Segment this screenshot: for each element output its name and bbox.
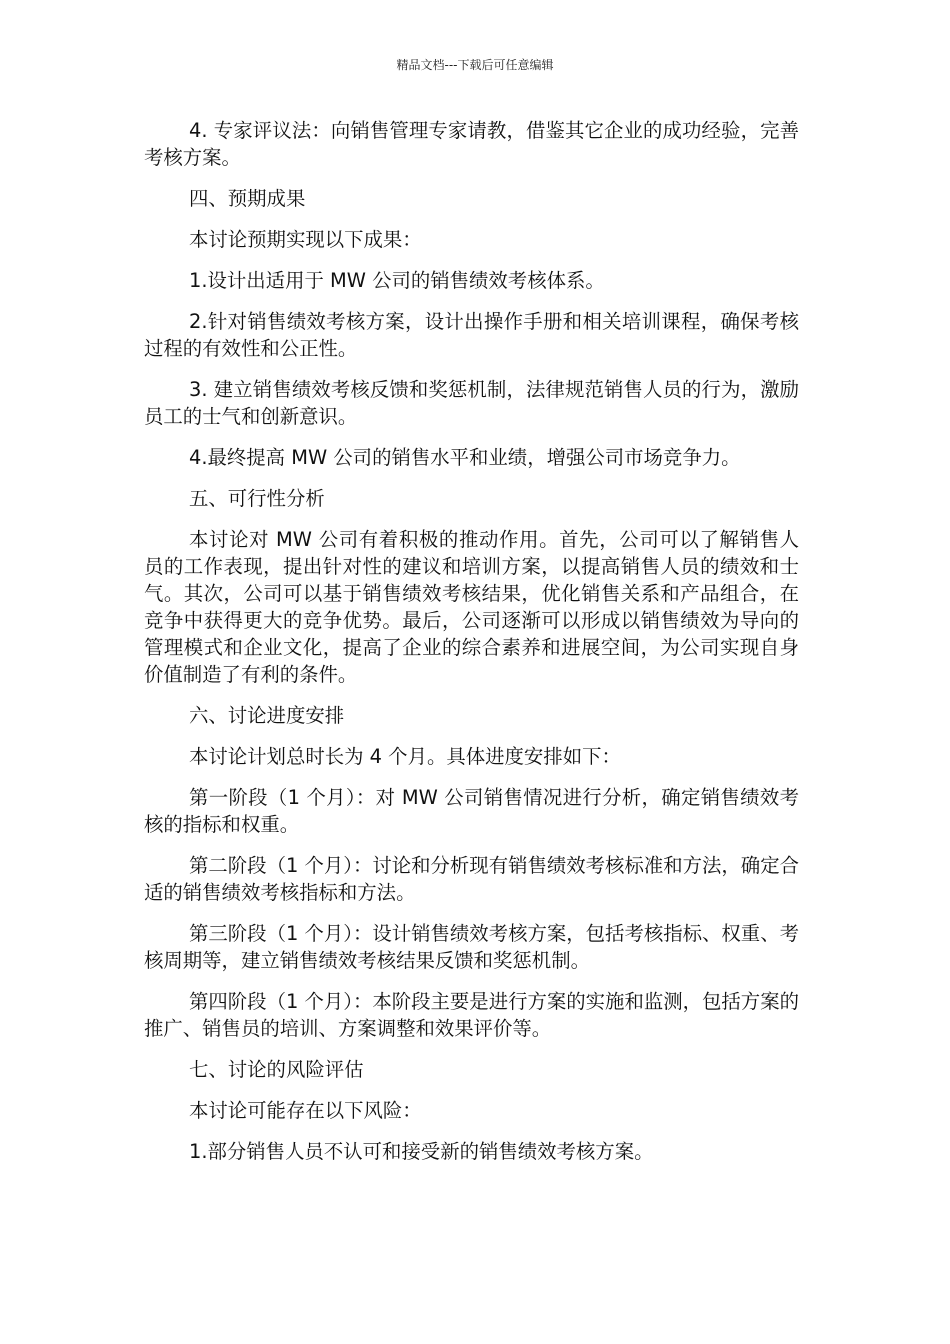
section-heading-risk: 七、讨论的风险评估 — [189, 1058, 364, 1081]
list-item-phase-4: 第四阶段（1 个月）：本阶段主要是进行方案的实施和监测，包括方案的推广、销售员的培训、方案调整和效果评价等。 — [144, 990, 799, 1040]
list-item-result-3: 3. 建立销售绩效考核反馈和奖惩机制，法律规范销售人员的行为，激励员工的士气和创新意识。 — [144, 378, 799, 428]
section-heading-schedule: 六、讨论进度安排 — [189, 704, 345, 727]
paragraph-results-intro: 本讨论预期实现以下成果： — [189, 228, 422, 251]
list-item-phase-2: 第二阶段（1 个月）：讨论和分析现有销售绩效考核标准和方法，确定合适的销售绩效考核指标和方法。 — [144, 854, 799, 904]
paragraph-feasibility: 本讨论对 MW 公司有着积极的推动作用。首先，公司可以了解销售人员的工作表现，提出针对性的建议和培训方案，以提高销售人员的绩效和士气。其次，公司可以基于销售绩效考核结果，优化销售关系和产品组合，在竞争中获得更大的竞争优势。最后，公司逐渐可以形成以销售绩效为导向的管理模式和企业文化，提高了企业的综合素养和进展空间，为公司实现自身价值制造了有利的条件。 — [144, 528, 799, 686]
list-item-phase-1: 第一阶段（1 个月）：对 MW 公司销售情况进行分析，确定销售绩效考核的指标和权重。 — [144, 786, 799, 836]
document-body — [144, 117, 799, 1179]
page-header: 精品文档---下载后可任意编辑 — [396, 58, 554, 72]
paragraph-risk-intro: 本讨论可能存在以下风险： — [189, 1099, 422, 1122]
list-item-phase-3: 第三阶段（1 个月）：设计销售绩效考核方案，包括考核指标、权重、考核周期等，建立销售绩效考核结果反馈和奖惩机制。 — [144, 922, 799, 972]
paragraph-expert-review: 4. 专家评议法：向销售管理专家请教，借鉴其它企业的成功经验，完善考核方案。 — [144, 119, 799, 169]
paragraph-schedule-intro: 本讨论计划总时长为 4 个月。具体进度安排如下： — [189, 745, 621, 768]
list-item-risk-1: 1.部分销售人员不认可和接受新的销售绩效考核方案。 — [189, 1140, 654, 1163]
list-item-result-1: 1.设计出适用于 MW 公司的销售绩效考核体系。 — [189, 269, 605, 292]
section-heading-feasibility: 五、可行性分析 — [189, 487, 325, 510]
section-heading-expected-results: 四、预期成果 — [189, 187, 306, 210]
list-item-result-2: 2.针对销售绩效考核方案，设计出操作手册和相关培训课程，确保考核过程的有效性和公正性。 — [144, 310, 799, 360]
list-item-result-4: 4.最终提高 MW 公司的销售水平和业绩，增强公司市场竞争力。 — [189, 446, 741, 469]
